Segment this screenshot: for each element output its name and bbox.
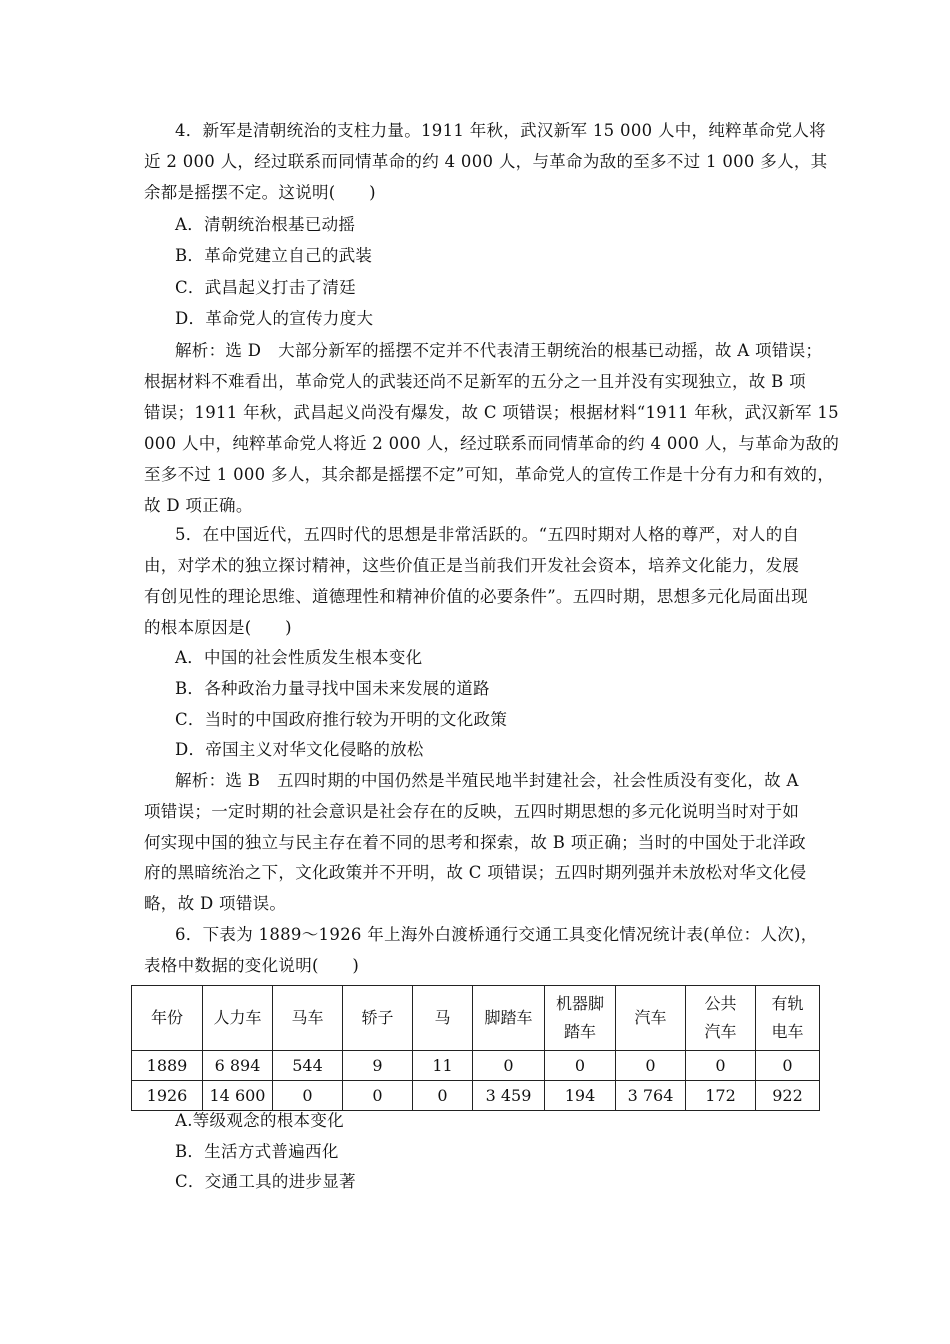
q5-analysis-line-5: 略，故 D 项错误。 bbox=[144, 894, 287, 913]
table-cell: 0 bbox=[343, 1081, 413, 1111]
q5-analysis-line-3: 何实现中国的独立与民主存在着不同的思考和探索，故 B 项正确；当时的中国处于北洋政 bbox=[144, 833, 806, 852]
table-cell: 0 bbox=[616, 1051, 686, 1081]
q4-stem-line-2: 近 2 000 人，经过联系而同情革命的约 4 000 人，与革命为敌的至多不过 1 000 多人，其 bbox=[144, 152, 828, 171]
header-bus: 公共 汽车 bbox=[686, 986, 756, 1051]
q5-analysis-line-1: 解析：选 B 五四时期的中国仍然是半殖民地半封建社会，社会性质没有变化，故 A bbox=[175, 771, 799, 790]
table-cell: 3 764 bbox=[616, 1081, 686, 1111]
table-cell: 922 bbox=[756, 1081, 820, 1111]
table-cell: 1889 bbox=[132, 1051, 203, 1081]
q4-analysis-line-3: 错误；1911 年秋，武昌起义尚没有爆发，故 C 项错误；根据材料“1911 年秋，武汉新军 15 bbox=[144, 403, 839, 422]
header-tram: 有轨 电车 bbox=[756, 986, 820, 1051]
q5-analysis-line-4: 府的黑暗统治之下，文化政策并不开明，故 C 项错误；五四时期列强并未放松对华文化侵 bbox=[144, 863, 807, 882]
q4-option-b: B．革命党建立自己的武装 bbox=[175, 246, 373, 265]
table-header-row bbox=[132, 986, 820, 1051]
table-cell: 0 bbox=[413, 1081, 473, 1111]
q4-stem-line-3: 余都是摇摆不定。这说明( ) bbox=[144, 183, 376, 202]
q6-stem-line-2: 表格中数据的变化说明( ) bbox=[144, 956, 360, 975]
table-cell: 0 bbox=[273, 1081, 343, 1111]
q5-option-d: D．帝国主义对华文化侵略的放松 bbox=[175, 740, 424, 759]
q4-analysis-line-4: 000 人中，纯粹革命党人将近 2 000 人，经过联系而同情革命的约 4 000 人，与革命为敌的 bbox=[144, 434, 840, 453]
q4-analysis-line-1: 解析：选 D 大部分新军的摇摆不定并不代表清王朝统治的根基已动摇，故 A 项错误； bbox=[175, 341, 823, 360]
q4-option-a: A．清朝统治根基已动摇 bbox=[175, 215, 356, 234]
q4-analysis-line-6: 故 D 项正确。 bbox=[144, 496, 253, 515]
q6-stem-line-1: 6．下表为 1889～1926 年上海外白渡桥通行交通工具变化情况统计表(单位：人次)， bbox=[175, 925, 818, 944]
table-cell: 0 bbox=[473, 1051, 545, 1081]
table-cell: 0 bbox=[756, 1051, 820, 1081]
table-cell: 544 bbox=[273, 1051, 343, 1081]
q5-option-c: C．当时的中国政府推行较为开明的文化政策 bbox=[175, 710, 508, 729]
q4-option-d: D．革命党人的宣传力度大 bbox=[175, 309, 374, 328]
q4-option-c: C．武昌起义打击了清廷 bbox=[175, 278, 356, 297]
traffic-statistics-table bbox=[131, 985, 820, 1111]
q4-stem-line-1: 4．新军是清朝统治的支柱力量。1911 年秋，武汉新军 15 000 人中，纯粹革命党人将 bbox=[175, 121, 826, 140]
table-cell: 194 bbox=[545, 1081, 616, 1111]
q5-option-b: B．各种政治力量寻找中国未来发展的道路 bbox=[175, 679, 490, 698]
table-row bbox=[132, 1051, 820, 1081]
header-automobile: 汽车 bbox=[616, 986, 686, 1051]
q5-stem-line-3: 有创见性的理论思维、道德理性和精神价值的必要条件”。五四时期，思想多元化局面出现 bbox=[144, 587, 808, 606]
header-horse: 马 bbox=[413, 986, 473, 1051]
q4-analysis-line-2: 根据材料不难看出，革命党人的武装还尚不足新军的五分之一且并没有实现独立，故 B 项 bbox=[144, 372, 806, 391]
table-cell: 0 bbox=[686, 1051, 756, 1081]
q5-option-a: A．中国的社会性质发生根本变化 bbox=[175, 648, 423, 667]
header-motorcycle: 机器脚 踏车 bbox=[545, 986, 616, 1051]
table-cell: 6 894 bbox=[203, 1051, 273, 1081]
header-sedan-chair: 轿子 bbox=[343, 986, 413, 1051]
table-cell: 3 459 bbox=[473, 1081, 545, 1111]
q5-stem-line-4: 的根本原因是( ) bbox=[144, 618, 292, 637]
q5-stem-line-1: 5．在中国近代，五四时代的思想是非常活跃的。“五四时期对人格的尊严，对人的自 bbox=[175, 525, 800, 544]
header-bicycle: 脚踏车 bbox=[473, 986, 545, 1051]
header-rickshaw: 人力车 bbox=[203, 986, 273, 1051]
table-cell: 11 bbox=[413, 1051, 473, 1081]
table-cell: 9 bbox=[343, 1051, 413, 1081]
header-carriage: 马车 bbox=[273, 986, 343, 1051]
table-cell: 172 bbox=[686, 1081, 756, 1111]
q6-option-c: C．交通工具的进步显著 bbox=[175, 1172, 356, 1191]
table-cell: 14 600 bbox=[203, 1081, 273, 1111]
q5-analysis-line-2: 项错误；一定时期的社会意识是社会存在的反映，五四时期思想的多元化说明当时对于如 bbox=[144, 802, 800, 821]
header-year: 年份 bbox=[132, 986, 203, 1051]
q6-option-b: B．生活方式普遍西化 bbox=[175, 1142, 339, 1161]
table-cell: 0 bbox=[545, 1051, 616, 1081]
q4-analysis-line-5: 至多不过 1 000 多人，其余都是摇摆不定”可知，革命党人的宣传工作是十分有力和有效的， bbox=[144, 465, 835, 484]
table-cell: 1926 bbox=[132, 1081, 203, 1111]
q6-option-a: A.等级观念的根本变化 bbox=[175, 1111, 344, 1130]
q5-stem-line-2: 由，对学术的独立探讨精神，这些价值正是当前我们开发社会资本，培养文化能力，发展 bbox=[144, 556, 800, 575]
